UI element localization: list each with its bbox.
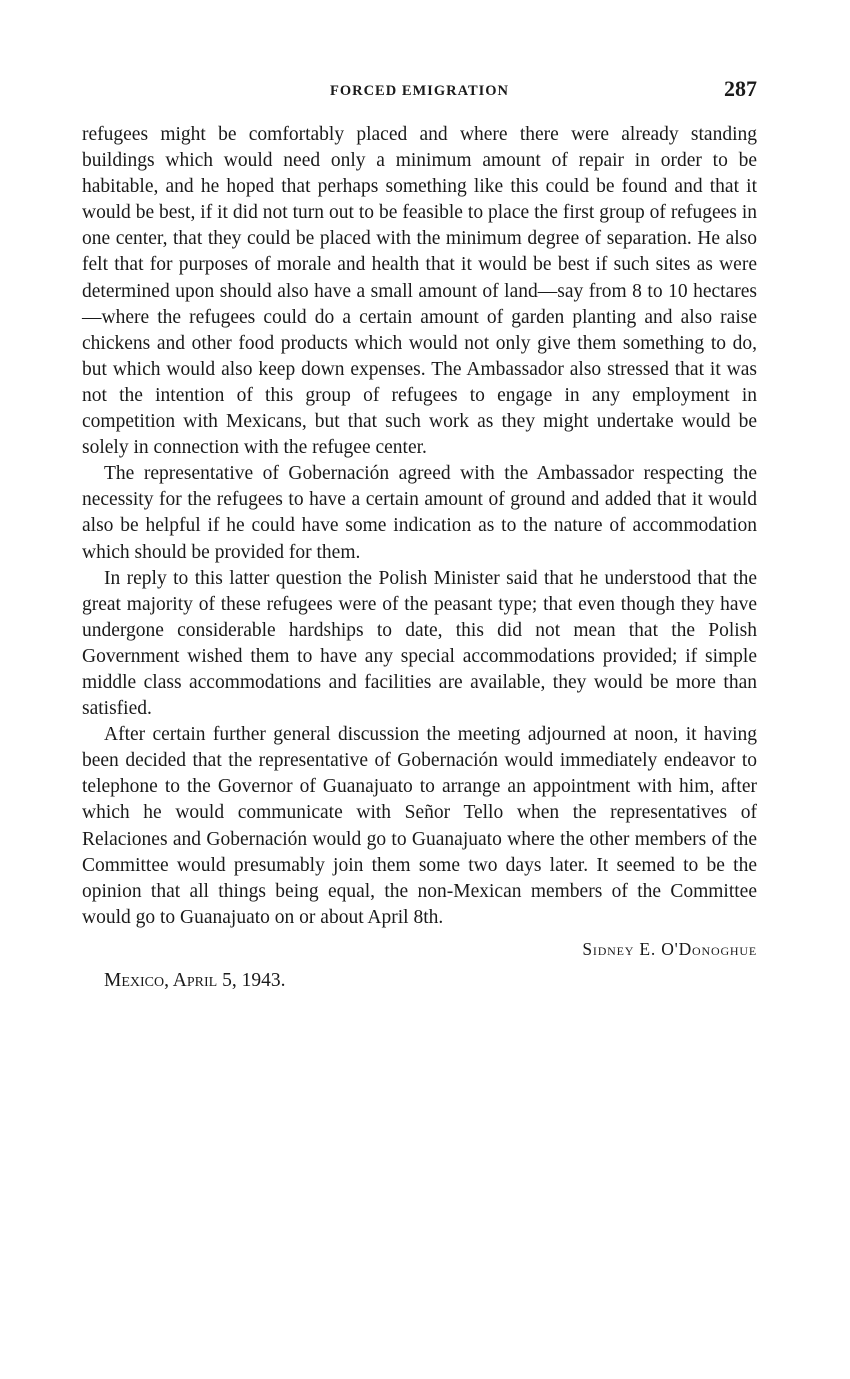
dateline: Mexico, April 5, 1943. <box>104 969 286 991</box>
paragraph: After certain further general discussion the meeting adjourned at noon, it having been decided that the representative of Gobernación would immediately endeavor to telephone to the Governor of Guanajuato to arrange an appointment with him, after which he would communicate with Señor Tello when the representatives of Relaciones and Gobernación would go to Guanajuato where the other members of the Committee would presumably join them some two days later. It seemed to be the opinion that all things being equal, the non-Mexican members of the Committee would go to Guanajuato on or about April 8th. <box>82 724 757 928</box>
paragraph: In reply to this latter question the Polish Minister said that he understood that the great majority of these refugees were of the peasant type; that even though they have undergone considerable hardships to date, this did not mean that the Polish Government wished them to have any special accommodations provided; if simple middle class accommodations and facilities are available, they would be more than satisfied. <box>82 567 757 720</box>
document-page <box>82 76 757 992</box>
paragraph: The representative of Gobernación agreed with the Ambassador respecting the necessity for the refugees to have a certain amount of ground and added that it would also be helpful if he could have some indication as to the nature of accommodation which should be provided for them. <box>82 463 757 563</box>
signature: Sidney E. O'Donoghue <box>582 938 757 959</box>
page-number: 287 <box>724 76 757 101</box>
running-title: FORCED EMIGRATION <box>329 83 510 99</box>
paragraph-continued: refugees might be comfortably placed and where there were already standing buildings which would need only a minimum amount of repair in order to be habitable, and he hoped that perhaps something like this could be found and that it would be best, if it did not turn out to be feasible to place the first group of refugees in one center, that they could be placed with the minimum degree of separation. He also felt that for purposes of morale and health that it would be best if such sites as were determined upon should also have a small amount of land—say from 8 to 10 hectares—where the refugees could do a certain amount of garden planting and also raise chickens and other food products which would not only give them something to do, but which would also keep down expenses. The Ambassador also stressed that it was not the intention of this group of refugees to engage in any employment in competition with Mexicans, but that such work as they might undertake would be solely in connection with the refugee center. <box>82 124 757 459</box>
running-header <box>82 76 757 106</box>
body-text <box>82 122 757 931</box>
